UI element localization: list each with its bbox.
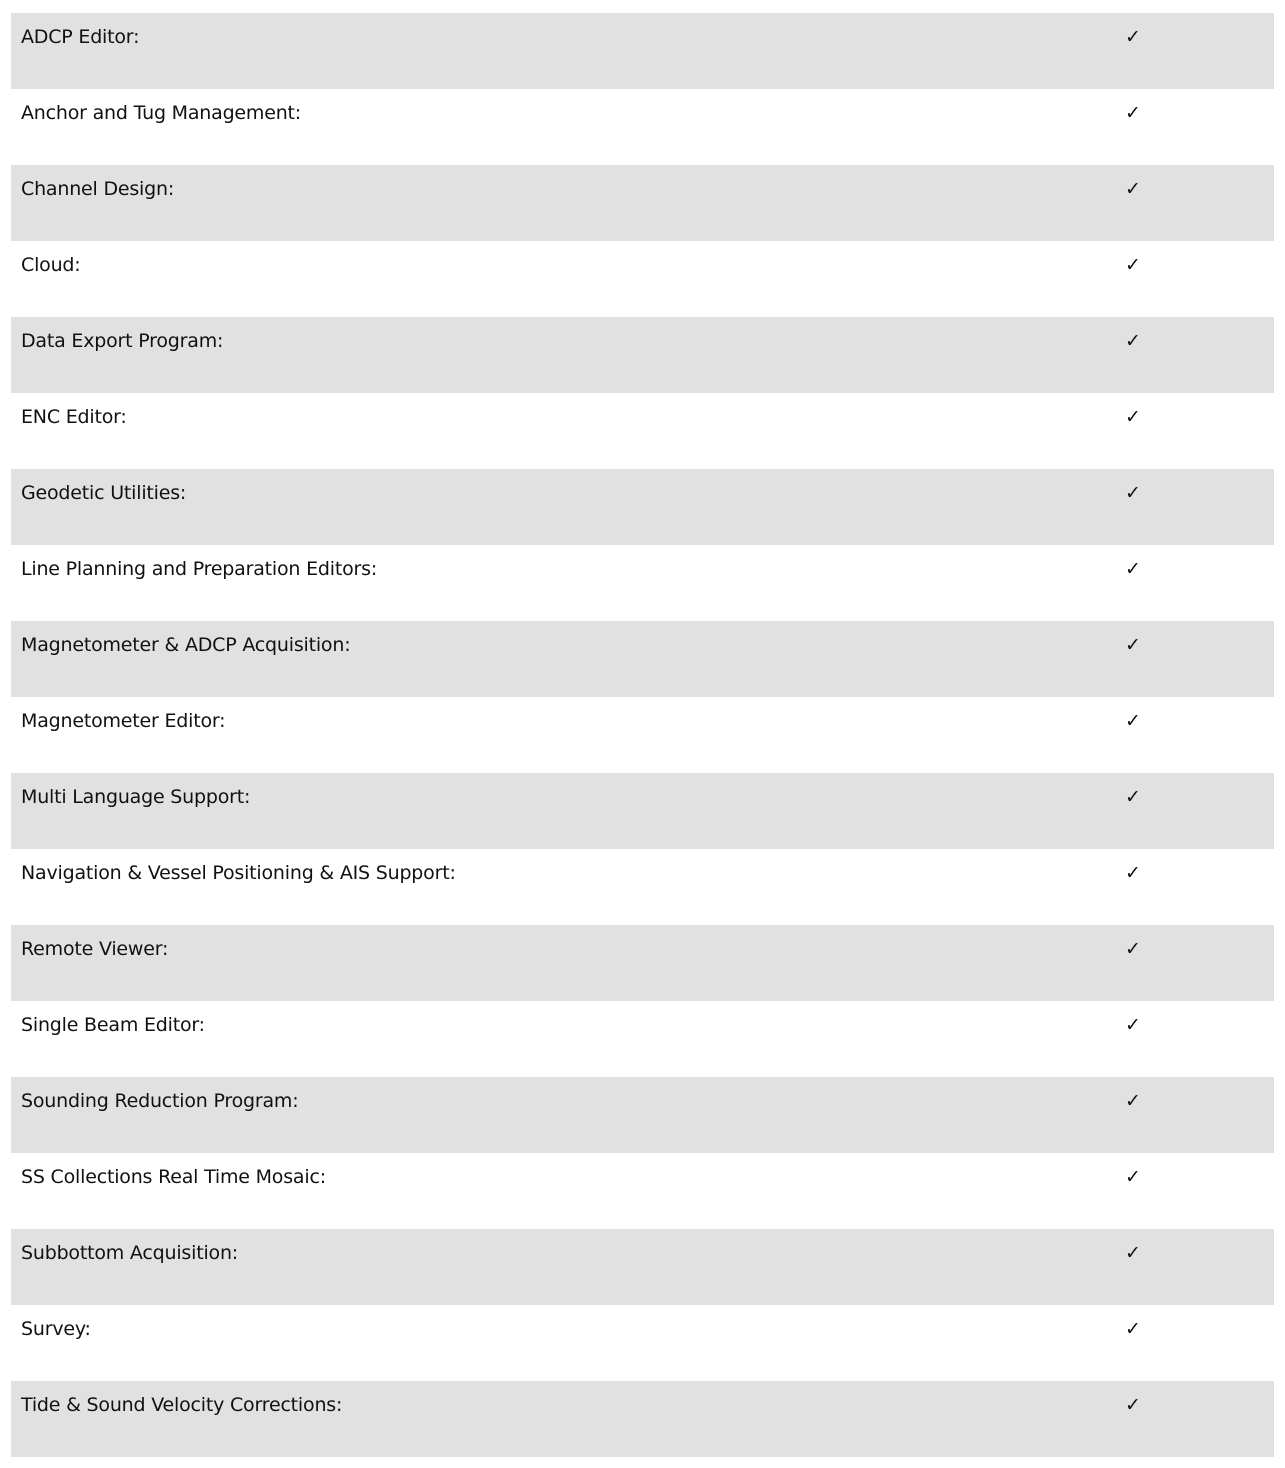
table-row — [11, 697, 1274, 773]
table-row — [11, 1153, 1274, 1229]
checkmark-icon: ✓ — [1125, 102, 1141, 124]
checkmark-icon: ✓ — [1125, 1014, 1141, 1036]
feature-check-cell — [1074, 241, 1274, 317]
feature-check-cell — [1074, 89, 1274, 165]
feature-label: ENC Editor: — [21, 406, 127, 428]
feature-check-cell — [1074, 1077, 1274, 1153]
feature-label: Single Beam Editor: — [21, 1014, 205, 1036]
table-row — [11, 1077, 1274, 1153]
table-row — [11, 393, 1274, 469]
feature-label: SS Collections Real Time Mosaic: — [21, 1166, 326, 1188]
checkmark-icon: ✓ — [1125, 786, 1141, 808]
table-row — [11, 849, 1274, 925]
feature-label: Data Export Program: — [21, 330, 224, 352]
checkmark-icon: ✓ — [1125, 938, 1141, 960]
feature-check-cell — [1074, 773, 1274, 849]
table-row — [11, 1001, 1274, 1077]
feature-label: Remote Viewer: — [21, 938, 169, 960]
table-row — [11, 1229, 1274, 1305]
table-row — [11, 1381, 1274, 1457]
feature-label: Magnetometer & ADCP Acquisition: — [21, 634, 351, 656]
table-row — [11, 317, 1274, 393]
feature-check-cell — [1074, 621, 1274, 697]
feature-label: Multi Language Support: — [21, 786, 251, 808]
table-row — [11, 13, 1274, 89]
table-row — [11, 925, 1274, 1001]
feature-label: Magnetometer Editor: — [21, 710, 226, 732]
checkmark-icon: ✓ — [1125, 406, 1141, 428]
feature-label: ADCP Editor: — [21, 26, 140, 48]
feature-check-cell — [1074, 697, 1274, 773]
table-row — [11, 545, 1274, 621]
feature-label: Line Planning and Preparation Editors: — [21, 558, 378, 580]
table-row — [11, 773, 1274, 849]
feature-check-cell — [1074, 317, 1274, 393]
feature-label: Subbottom Acquisition: — [21, 1242, 238, 1264]
feature-label: Survey: — [21, 1318, 91, 1340]
checkmark-icon: ✓ — [1125, 710, 1141, 732]
feature-label: Geodetic Utilities: — [21, 482, 187, 504]
checkmark-icon: ✓ — [1125, 1394, 1141, 1416]
checkmark-icon: ✓ — [1125, 1242, 1141, 1264]
feature-check-cell — [1074, 469, 1274, 545]
feature-check-cell — [1074, 1381, 1274, 1457]
checkmark-icon: ✓ — [1125, 330, 1141, 352]
feature-label: Navigation & Vessel Positioning & AIS Support: — [21, 862, 456, 884]
feature-table-body — [11, 13, 1274, 1457]
feature-check-cell — [1074, 1153, 1274, 1229]
table-row — [11, 241, 1274, 317]
checkmark-icon: ✓ — [1125, 482, 1141, 504]
feature-check-cell — [1074, 13, 1274, 89]
checkmark-icon: ✓ — [1125, 1090, 1141, 1112]
feature-label: Tide & Sound Velocity Corrections: — [21, 1394, 343, 1416]
feature-label: Channel Design: — [21, 178, 175, 200]
table-row — [11, 165, 1274, 241]
feature-check-cell — [1074, 1001, 1274, 1077]
feature-label: Cloud: — [21, 254, 81, 276]
feature-label: Sounding Reduction Program: — [21, 1090, 299, 1112]
checkmark-icon: ✓ — [1125, 254, 1141, 276]
feature-check-cell — [1074, 849, 1274, 925]
table-row — [11, 1305, 1274, 1381]
table-row — [11, 621, 1274, 697]
checkmark-icon: ✓ — [1125, 178, 1141, 200]
checkmark-icon: ✓ — [1125, 26, 1141, 48]
feature-check-cell — [1074, 925, 1274, 1001]
feature-check-cell — [1074, 1305, 1274, 1381]
table-row — [11, 89, 1274, 165]
checkmark-icon: ✓ — [1125, 634, 1141, 656]
feature-table — [11, 13, 1274, 1457]
feature-check-cell — [1074, 545, 1274, 621]
table-row — [11, 469, 1274, 545]
feature-check-cell — [1074, 393, 1274, 469]
checkmark-icon: ✓ — [1125, 862, 1141, 884]
checkmark-icon: ✓ — [1125, 1318, 1141, 1340]
checkmark-icon: ✓ — [1125, 1166, 1141, 1188]
feature-check-cell — [1074, 165, 1274, 241]
feature-check-cell — [1074, 1229, 1274, 1305]
feature-label: Anchor and Tug Management: — [21, 102, 302, 124]
checkmark-icon: ✓ — [1125, 558, 1141, 580]
